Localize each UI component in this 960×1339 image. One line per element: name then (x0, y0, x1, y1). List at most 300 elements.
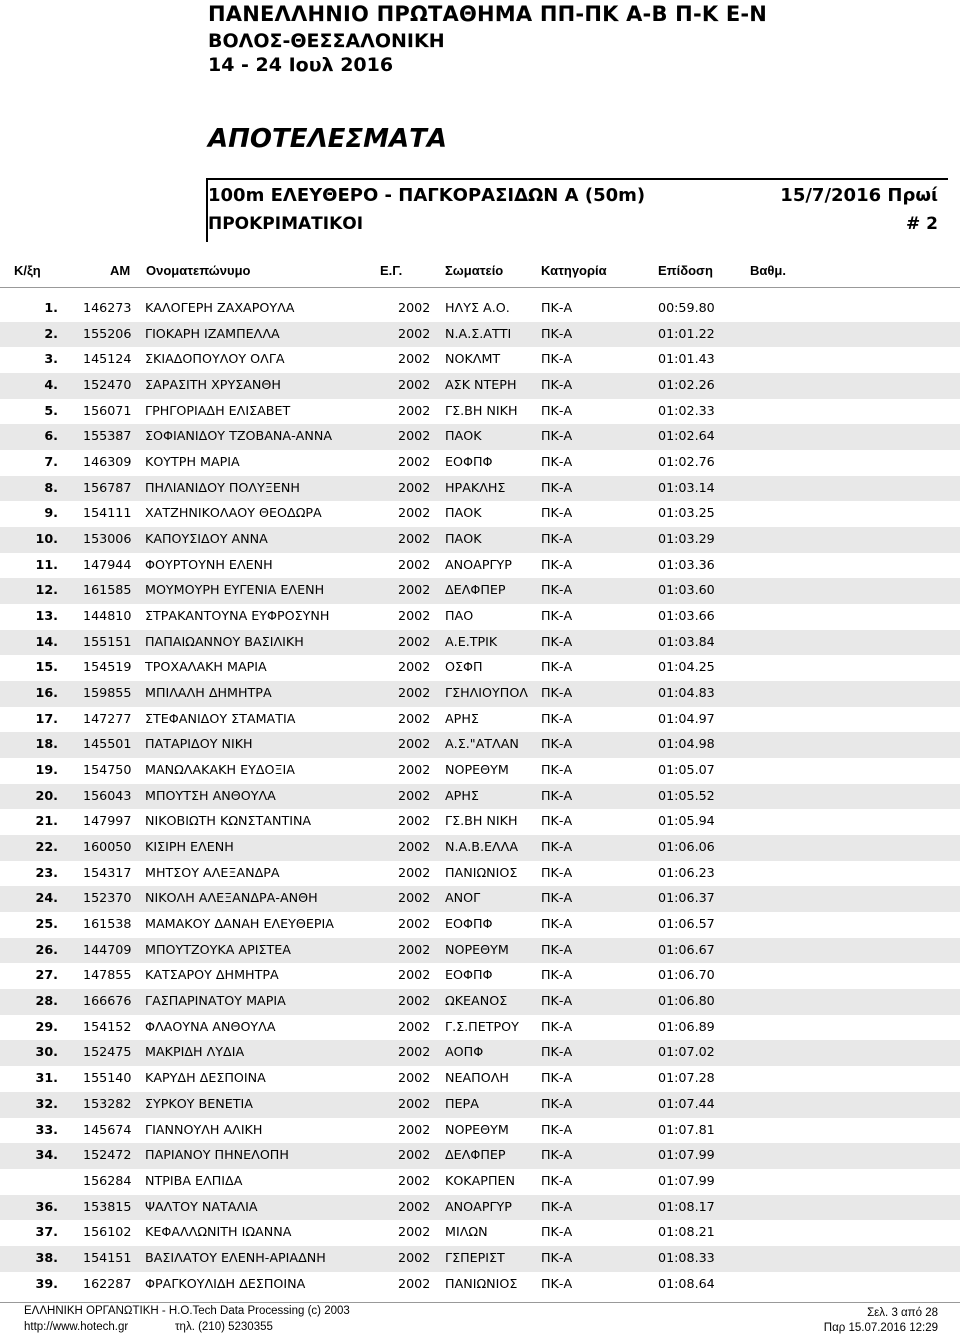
year-cell: 2002 (398, 351, 431, 367)
am-cell: 155206 (83, 325, 132, 341)
club-cell: ΑΝΟΑΡΓΥΡ (445, 1198, 512, 1214)
name-cell: ΜΟΥΜΟΥΡΗ ΕΥΓΕΝΙΑ ΕΛΕΝΗ (145, 582, 325, 598)
table-row (0, 578, 960, 604)
time-cell: 01:03.60 (658, 582, 715, 598)
category-cell: ΠΚ-Α (541, 787, 573, 803)
rank-cell: 30. (35, 1044, 58, 1060)
am-cell: 146273 (83, 300, 132, 315)
name-cell: ΝΤΡΙΒΑ ΕΛΠΙΔΑ (145, 1172, 243, 1188)
name-cell: ΚΑΡΥΔΗ ΔΕΣΠΟΙΝΑ (145, 1070, 266, 1086)
year-cell: 2002 (398, 1249, 431, 1265)
club-cell: Α.Ε.ΤΡΙΚ (445, 633, 498, 649)
time-cell: 01:07.02 (658, 1044, 715, 1060)
col-club: Σωματείο (445, 263, 504, 278)
am-cell: 144810 (83, 608, 132, 624)
category-cell: ΠΚ-Α (541, 1224, 573, 1240)
time-cell: 01:03.66 (658, 608, 715, 624)
footer-page: Σελ. 3 από 28 (867, 1307, 938, 1319)
club-cell: ΕΟΦΠΦ (445, 454, 493, 470)
footer-printed: Παρ 15.07.2016 12:29 (823, 1322, 938, 1334)
location: ΒΟΛΟΣ-ΘΕΣΣΑΛΟΝΙΚΗ (208, 30, 445, 52)
name-cell: ΣΥΡΚΟΥ ΒΕΝΕΤΙΑ (145, 1095, 253, 1111)
category-cell: ΠΚ-Α (541, 941, 573, 957)
am-cell: 155140 (83, 1070, 132, 1086)
year-cell: 2002 (398, 377, 431, 393)
am-cell: 147944 (83, 556, 132, 572)
year-cell: 2002 (398, 839, 431, 855)
year-cell: 2002 (398, 941, 431, 957)
am-cell: 156787 (83, 479, 132, 495)
rank-cell: 1. (44, 300, 58, 315)
club-cell: Γ.Σ.ΠΕΤΡΟΥ (445, 1018, 519, 1034)
club-cell: ΑΟΠΦ (445, 1044, 484, 1060)
name-cell: ΒΑΣΙΛΑΤΟΥ ΕΛΕΝΗ-ΑΡΙΑΔΝΗ (145, 1249, 326, 1265)
club-cell: ΕΟΦΠΦ (445, 916, 493, 932)
club-cell: Α.Σ."ΑΤΛΑΝ (445, 736, 519, 752)
name-cell: ΦΟΥΡΤΟΥΝΗ ΕΛΕΝΗ (145, 556, 273, 572)
table-row (0, 1092, 960, 1118)
rank-cell: 25. (35, 916, 58, 932)
year-cell: 2002 (398, 1172, 431, 1188)
year-cell: 2002 (398, 479, 431, 495)
category-cell: ΠΚ-Α (541, 428, 573, 444)
club-cell: ΟΣΦΠ (445, 659, 483, 675)
rank-cell: 34. (35, 1147, 58, 1163)
time-cell: 01:06.80 (658, 993, 715, 1009)
am-cell: 159855 (83, 685, 132, 701)
club-cell: ΝΟΡΕΘΥΜ (445, 762, 509, 778)
club-cell: ΝΕΑΠΟΛΗ (445, 1070, 509, 1086)
time-cell: 01:08.17 (658, 1198, 715, 1214)
time-cell: 01:03.14 (658, 479, 715, 495)
time-cell: 01:06.67 (658, 941, 715, 957)
rank-cell: 16. (35, 685, 58, 701)
name-cell: ΜΠΟΥΤΖΟΥΚΑ ΑΡΙΣΤΕΑ (145, 941, 291, 957)
club-cell: Ν.Α.Β.ΕΛΛΑ (445, 839, 519, 855)
rank-cell: 5. (44, 402, 58, 418)
am-cell: 145501 (83, 736, 132, 752)
name-cell: ΦΛΑΟΥΝΑ ΑΝΘΟΥΛΑ (145, 1018, 276, 1034)
club-cell: ΠΑΟΚ (445, 428, 482, 444)
table-row (0, 630, 960, 656)
name-cell: ΚΑΛΟΓΕΡΗ ΖΑΧΑΡΟΥΛΑ (145, 300, 295, 315)
heat-number: # 2 (906, 214, 938, 234)
club-cell: ΠΑΟΚ (445, 505, 482, 521)
category-cell: ΠΚ-Α (541, 1044, 573, 1060)
time-cell: 01:07.99 (658, 1147, 715, 1163)
category-cell: ΠΚ-Α (541, 505, 573, 521)
table-row (0, 1246, 960, 1272)
time-cell: 00:59.80 (658, 300, 715, 315)
table-row (0, 963, 960, 989)
time-cell: 01:01.43 (658, 351, 715, 367)
year-cell: 2002 (398, 787, 431, 803)
name-cell: ΠΗΛΙΑΝΙΔΟΥ ΠΟΛΥΞΕΝΗ (145, 479, 300, 495)
time-cell: 01:03.84 (658, 633, 715, 649)
am-cell: 144709 (83, 941, 132, 957)
club-cell: ΑΝΟΓ (445, 890, 481, 906)
am-cell: 147997 (83, 813, 132, 829)
championship-title: ΠΑΝΕΛΛΗΝΙΟ ΠΡΩΤΑΘΗΜΑ ΠΠ-ΠΚ Α-Β Π-Κ Ε-Ν (208, 2, 768, 26)
club-cell: ΓΣΗΛΙΟΥΠΟΛ (445, 685, 528, 701)
year-cell: 2002 (398, 1095, 431, 1111)
category-cell: ΠΚ-Α (541, 710, 573, 726)
club-cell: ΗΡΑΚΛΗΣ (445, 479, 506, 495)
table-row (0, 450, 960, 476)
year-cell: 2002 (398, 531, 431, 547)
name-cell: ΓΑΣΠΑΡΙΝΑΤΟΥ ΜΑΡΙΑ (145, 993, 286, 1009)
rank-cell: 32. (35, 1095, 58, 1111)
category-cell: ΠΚ-Α (541, 1275, 573, 1291)
am-cell: 156284 (83, 1172, 132, 1188)
name-cell: ΓΙΑΝΝΟΥΛΗ ΑΛΙΚΗ (145, 1121, 263, 1137)
time-cell: 01:05.07 (658, 762, 715, 778)
category-cell: ΠΚ-Α (541, 300, 573, 315)
footer-phone: τηλ. (210) 5230355 (175, 1321, 273, 1333)
col-am: ΑΜ (110, 263, 131, 278)
time-cell: 01:01.22 (658, 325, 715, 341)
time-cell: 01:04.97 (658, 710, 715, 726)
name-cell: ΚΑΠΟΥΣΙΔΟΥ ΑΝΝΑ (145, 531, 268, 547)
col-name: Ονοματεπώνυμο (146, 263, 251, 278)
am-cell: 153006 (83, 531, 132, 547)
club-cell: ΝΟΡΕΘΥΜ (445, 1121, 509, 1137)
name-cell: ΣΤΡΑΚΑΝΤΟΥΝΑ ΕΥΦΡΟΣΥΝΗ (145, 608, 330, 624)
category-cell: ΠΚ-Α (541, 1095, 573, 1111)
year-cell: 2002 (398, 1121, 431, 1137)
rank-cell: 37. (35, 1224, 58, 1240)
time-cell: 01:04.25 (658, 659, 715, 675)
time-cell: 01:06.57 (658, 916, 715, 932)
year-cell: 2002 (398, 1044, 431, 1060)
table-row (0, 1169, 960, 1195)
table-row (0, 1118, 960, 1144)
am-cell: 156071 (83, 402, 132, 418)
rank-cell: 11. (35, 556, 58, 572)
am-cell: 146309 (83, 454, 132, 470)
club-cell: ΑΝΟΑΡΓΥΡ (445, 556, 512, 572)
time-cell: 01:03.25 (658, 505, 715, 521)
am-cell: 153815 (83, 1198, 132, 1214)
category-cell: ΠΚ-Α (541, 402, 573, 418)
rank-cell: 26. (35, 941, 58, 957)
year-cell: 2002 (398, 428, 431, 444)
table-row (0, 399, 960, 425)
table-row (0, 1272, 960, 1298)
club-cell: ΝΟΡΕΘΥΜ (445, 941, 509, 957)
year-cell: 2002 (398, 916, 431, 932)
time-cell: 01:03.36 (658, 556, 715, 572)
category-cell: ΠΚ-Α (541, 659, 573, 675)
am-cell: 153282 (83, 1095, 132, 1111)
time-cell: 01:07.28 (658, 1070, 715, 1086)
name-cell: ΚΙΣΙΡΗ ΕΛΕΝΗ (145, 839, 234, 855)
time-cell: 01:03.29 (658, 531, 715, 547)
time-cell: 01:05.94 (658, 813, 715, 829)
category-cell: ΠΚ-Α (541, 890, 573, 906)
name-cell: ΚΕΦΑΛΛΩΝΙΤΗ ΙΩΑΝΝΑ (145, 1224, 292, 1240)
time-cell: 01:05.52 (658, 787, 715, 803)
name-cell: ΜΠΙΛΑΛΗ ΔΗΜΗΤΡΑ (145, 685, 272, 701)
category-cell: ΠΚ-Α (541, 1018, 573, 1034)
name-cell: ΣΑΡΑΣΙΤΗ ΧΡΥΣΑΝΘΗ (145, 377, 281, 393)
results-table (0, 296, 960, 1297)
club-cell: ΩΚΕΑΝΟΣ (445, 993, 508, 1009)
table-row (0, 912, 960, 938)
time-cell: 01:04.98 (658, 736, 715, 752)
name-cell: ΣΟΦΙΑΝΙΔΟΥ ΤΖΟΒΑΝΑ-ΑΝΝΑ (145, 428, 332, 444)
am-cell: 152472 (83, 1147, 132, 1163)
table-row (0, 886, 960, 912)
table-row (0, 989, 960, 1015)
am-cell: 166676 (83, 993, 132, 1009)
year-cell: 2002 (398, 710, 431, 726)
category-cell: ΠΚ-Α (541, 993, 573, 1009)
time-cell: 01:07.81 (658, 1121, 715, 1137)
table-row (0, 296, 960, 322)
club-cell: ΚΟΚΑΡΠΕΝ (445, 1172, 516, 1188)
rank-cell: 18. (35, 736, 58, 752)
rank-cell: 2. (44, 325, 58, 341)
club-cell: ΑΡΗΣ (445, 710, 479, 726)
col-rank: Κ/ξη (14, 263, 41, 278)
table-row (0, 655, 960, 681)
time-cell: 01:02.76 (658, 454, 715, 470)
club-cell: ΠΕΡΑ (445, 1095, 479, 1111)
am-cell: 154151 (83, 1249, 132, 1265)
table-row (0, 681, 960, 707)
year-cell: 2002 (398, 633, 431, 649)
table-row (0, 347, 960, 373)
time-cell: 01:07.99 (658, 1172, 715, 1188)
club-cell: ΔΕΛΦΠΕΡ (445, 1147, 506, 1163)
am-cell: 147277 (83, 710, 132, 726)
year-cell: 2002 (398, 300, 431, 315)
category-cell: ΠΚ-Α (541, 1172, 573, 1188)
section-title: ΑΠΟΤΕΛΕΣΜΑΤΑ (208, 124, 447, 154)
rank-cell: 22. (35, 839, 58, 855)
rank-cell: 8. (44, 479, 58, 495)
category-cell: ΠΚ-Α (541, 813, 573, 829)
club-cell: ΠΑΝΙΩΝΙΟΣ (445, 1275, 518, 1291)
year-cell: 2002 (398, 505, 431, 521)
category-cell: ΠΚ-Α (541, 685, 573, 701)
col-category: Κατηγορία (541, 263, 607, 278)
year-cell: 2002 (398, 762, 431, 778)
year-cell: 2002 (398, 1147, 431, 1163)
table-row (0, 784, 960, 810)
year-cell: 2002 (398, 993, 431, 1009)
name-cell: ΤΡΟΧΑΛΑΚΗ ΜΑΡΙΑ (145, 659, 267, 675)
name-cell: ΜΗΤΣΟΥ ΑΛΕΞΑΝΔΡΑ (145, 864, 280, 880)
category-cell: ΠΚ-Α (541, 967, 573, 983)
year-cell: 2002 (398, 659, 431, 675)
category-cell: ΠΚ-Α (541, 1147, 573, 1163)
category-cell: ΠΚ-Α (541, 531, 573, 547)
table-row (0, 1220, 960, 1246)
club-cell: ΑΡΗΣ (445, 787, 479, 803)
club-cell: ΠΑΟΚ (445, 531, 482, 547)
club-cell: ΔΕΛΦΠΕΡ (445, 582, 506, 598)
year-cell: 2002 (398, 685, 431, 701)
name-cell: ΚΑΤΣΑΡΟΥ ΔΗΜΗΤΡΑ (145, 967, 279, 983)
time-cell: 01:02.33 (658, 402, 715, 418)
table-row (0, 1195, 960, 1221)
club-cell: ΑΣΚ ΝΤΕΡΗ (445, 377, 517, 393)
year-cell: 2002 (398, 454, 431, 470)
time-cell: 01:07.44 (658, 1095, 715, 1111)
footer-org: ΕΛΛΗΝΙΚΗ ΟΡΓΑΝΩΤΙΚΗ - Η.Ο.Tech Data Processing (c) 2003 (24, 1305, 350, 1317)
category-cell: ΠΚ-Α (541, 916, 573, 932)
rank-cell: 9. (44, 505, 58, 521)
rank-cell: 14. (35, 633, 58, 649)
rank-cell: 19. (35, 762, 58, 778)
am-cell: 152475 (83, 1044, 132, 1060)
rank-cell: 36. (35, 1198, 58, 1214)
category-cell: ΠΚ-Α (541, 1121, 573, 1137)
name-cell: ΠΑΡΙΑΝΟΥ ΠΗΝΕΛΟΠΗ (145, 1147, 289, 1163)
category-cell: ΠΚ-Α (541, 582, 573, 598)
table-row (0, 604, 960, 630)
rank-cell: 3. (44, 351, 58, 367)
category-cell: ΠΚ-Α (541, 736, 573, 752)
rank-cell: 20. (35, 787, 58, 803)
name-cell: ΦΡΑΓΚΟΥΛΙΔΗ ΔΕΣΠΟΙΝΑ (145, 1275, 306, 1291)
name-cell: ΨΑΛΤΟΥ ΝΑΤΑΛΙΑ (145, 1198, 258, 1214)
category-cell: ΠΚ-Α (541, 377, 573, 393)
name-cell: ΚΟΥΤΡΗ ΜΑΡΙΑ (145, 454, 240, 470)
year-cell: 2002 (398, 582, 431, 598)
time-cell: 01:02.64 (658, 428, 715, 444)
am-cell: 154317 (83, 864, 132, 880)
rank-cell: 27. (35, 967, 58, 983)
name-cell: ΓΡΗΓΟΡΙΑΔΗ ΕΛΙΣΑΒΕΤ (145, 402, 291, 418)
rank-cell: 31. (35, 1070, 58, 1086)
name-cell: ΠΑΤΑΡΙΔΟΥ ΝΙΚΗ (145, 736, 253, 752)
rank-cell: 7. (44, 454, 58, 470)
category-cell: ΠΚ-Α (541, 351, 573, 367)
year-cell: 2002 (398, 1018, 431, 1034)
table-row (0, 501, 960, 527)
am-cell: 154519 (83, 659, 132, 675)
category-cell: ΠΚ-Α (541, 1070, 573, 1086)
club-cell: ΕΟΦΠΦ (445, 967, 493, 983)
table-row (0, 527, 960, 553)
club-cell: ΜΙΛΩΝ (445, 1224, 488, 1240)
rank-cell: 24. (35, 890, 58, 906)
rank-cell: 6. (44, 428, 58, 444)
club-cell: ΓΣΠΕΡΙΣΤ (445, 1249, 505, 1265)
time-cell: 01:02.26 (658, 377, 715, 393)
category-cell: ΠΚ-Α (541, 762, 573, 778)
am-cell: 147855 (83, 967, 132, 983)
rank-cell: 29. (35, 1018, 58, 1034)
year-cell: 2002 (398, 736, 431, 752)
time-cell: 01:08.33 (658, 1249, 715, 1265)
table-row (0, 373, 960, 399)
rank-cell: 33. (35, 1121, 58, 1137)
event-date: 15/7/2016 Πρωί (780, 185, 938, 206)
col-time: Επίδοση (658, 263, 713, 278)
header-rule (0, 287, 960, 288)
club-cell: ΓΣ.ΒΗ ΝΙΚΗ (445, 402, 518, 418)
category-cell: ΠΚ-Α (541, 556, 573, 572)
year-cell: 2002 (398, 556, 431, 572)
name-cell: ΝΙΚΟΛΗ ΑΛΕΞΑΝΔΡΑ-ΑΝΘΗ (145, 890, 318, 906)
category-cell: ΠΚ-Α (541, 479, 573, 495)
rank-cell: 21. (35, 813, 58, 829)
am-cell: 154750 (83, 762, 132, 778)
am-cell: 156102 (83, 1224, 132, 1240)
footer-rule (0, 1302, 960, 1303)
table-row (0, 1066, 960, 1092)
time-cell: 01:06.06 (658, 839, 715, 855)
am-cell: 154152 (83, 1018, 132, 1034)
year-cell: 2002 (398, 608, 431, 624)
table-row (0, 1040, 960, 1066)
dates: 14 - 24 Ιουλ 2016 (208, 54, 394, 76)
category-cell: ΠΚ-Α (541, 864, 573, 880)
table-row (0, 809, 960, 835)
name-cell: ΣΚΙΑΔΟΠΟΥΛΟΥ ΟΛΓΑ (145, 351, 285, 367)
table-row (0, 476, 960, 502)
name-cell: ΓΙΟΚΑΡΗ ΙΖΑΜΠΕΛΛΑ (145, 325, 280, 341)
rank-cell: 10. (35, 531, 58, 547)
year-cell: 2002 (398, 1198, 431, 1214)
year-cell: 2002 (398, 864, 431, 880)
event-name: 100m ΕΛΕΥΘΕΡΟ - ΠΑΓΚΟΡΑΣΙΔΩΝ Α (50m) (208, 185, 646, 206)
rank-cell: 28. (35, 993, 58, 1009)
am-cell: 156043 (83, 787, 132, 803)
category-cell: ΠΚ-Α (541, 325, 573, 341)
table-row (0, 1015, 960, 1041)
rank-cell: 23. (35, 864, 58, 880)
table-row (0, 322, 960, 348)
name-cell: ΜΑΚΡΙΔΗ ΛΥΔΙΑ (145, 1044, 245, 1060)
time-cell: 01:06.89 (658, 1018, 715, 1034)
rank-cell: 15. (35, 659, 58, 675)
col-year: Ε.Γ. (380, 263, 403, 278)
category-cell: ΠΚ-Α (541, 608, 573, 624)
rank-cell: 13. (35, 608, 58, 624)
am-cell: 162287 (83, 1275, 132, 1291)
club-cell: ΓΣ.ΒΗ ΝΙΚΗ (445, 813, 518, 829)
table-row (0, 758, 960, 784)
time-cell: 01:06.37 (658, 890, 715, 906)
table-row (0, 424, 960, 450)
category-cell: ΠΚ-Α (541, 454, 573, 470)
rank-cell: 17. (35, 710, 58, 726)
table-row (0, 1143, 960, 1169)
year-cell: 2002 (398, 1224, 431, 1240)
time-cell: 01:06.23 (658, 864, 715, 880)
category-cell: ΠΚ-Α (541, 633, 573, 649)
col-points: Βαθμ. (750, 263, 786, 278)
club-cell: Ν.Α.Σ.ΑΤΤΙ (445, 325, 512, 341)
am-cell: 152470 (83, 377, 132, 393)
category-cell: ΠΚ-Α (541, 1198, 573, 1214)
am-cell: 145124 (83, 351, 132, 367)
club-cell: ΠΑΟ (445, 608, 474, 624)
time-cell: 01:08.21 (658, 1224, 715, 1240)
name-cell: ΜΑΝΩΛΑΚΑΚΗ ΕΥΔΟΞΙΑ (145, 762, 295, 778)
year-cell: 2002 (398, 325, 431, 341)
time-cell: 01:08.64 (658, 1275, 715, 1291)
am-cell: 161585 (83, 582, 132, 598)
rank-cell: 38. (35, 1249, 58, 1265)
name-cell: ΣΤΕΦΑΝΙΔΟΥ ΣΤΑΜΑΤΙΑ (145, 710, 296, 726)
rank-cell: 12. (35, 582, 58, 598)
